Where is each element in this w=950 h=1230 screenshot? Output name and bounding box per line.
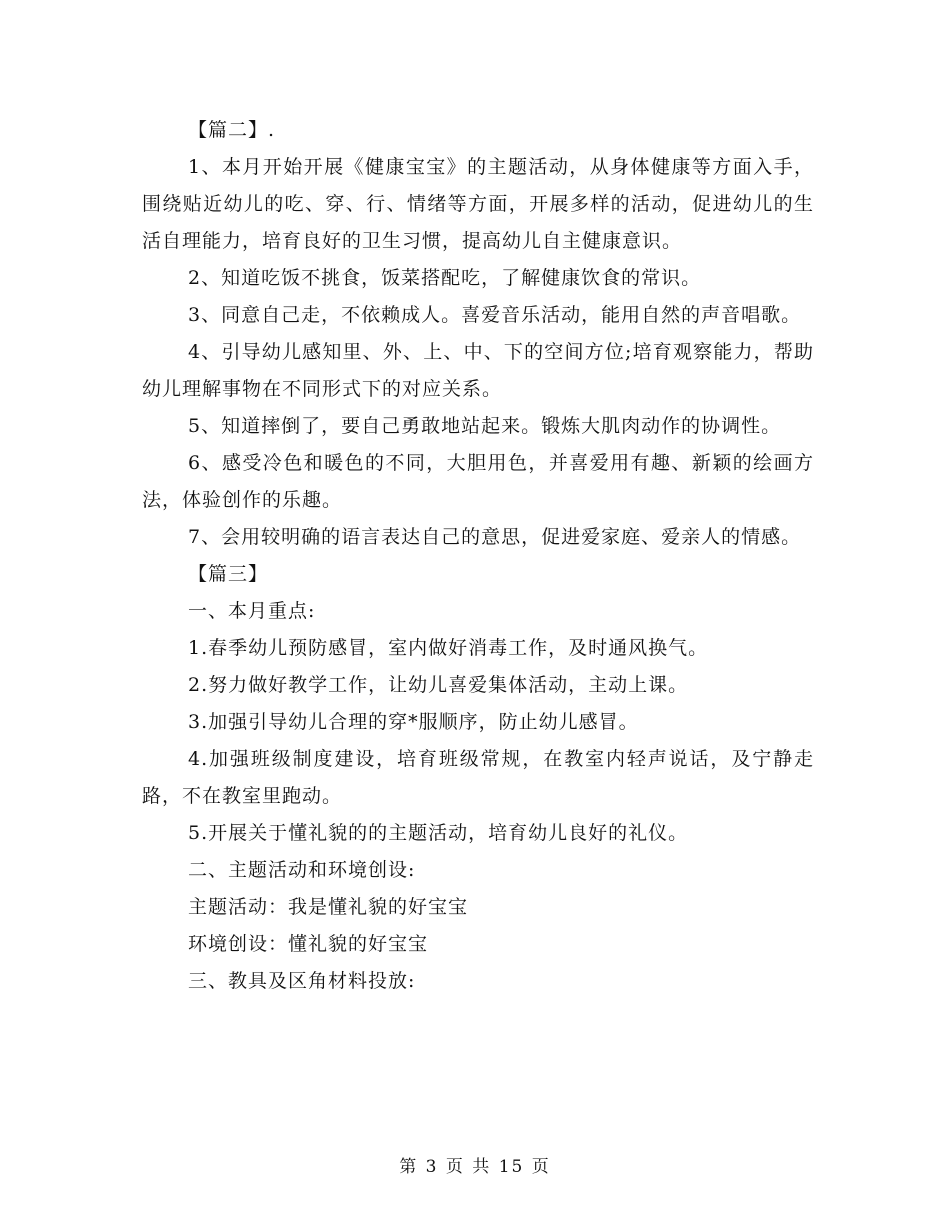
section-heading-part-three: 【篇三】 <box>188 563 269 585</box>
paragraph: 4、引导幼儿感知里、外、上、中、下的空间方位;培育观察能力，帮助幼儿理解事物在不同形式下的对应关系。 <box>142 341 814 400</box>
paragraph: 2、知道吃饭不挑食，饭菜搭配吃，了解健康饮食的常识。 <box>188 267 702 289</box>
list-item: 1.春季幼儿预防感冒，室内做好消毒工作，及时通风换气。 <box>188 637 709 659</box>
paragraph: 7、会用较明确的语言表达自己的意思，促进爱家庭、爱亲人的情感。 <box>188 526 802 548</box>
page-number-footer: 第 3 页 共 15 页 <box>399 1157 551 1177</box>
list-item: 5.开展关于懂礼貌的的主题活动，培育幼儿良好的礼仪。 <box>188 822 689 844</box>
paragraph: 1、本月开始开展《健康宝宝》的主题活动，从身体健康等方面入手，围绕贴近幼儿的吃、穿、行、情绪等方面，开展多样的活动，促进幼儿的生活自理能力，培育良好的卫生习惯，提高幼儿自主健康意识。 <box>142 156 814 252</box>
paragraph: 3、同意自己走，不依赖成人。喜爱音乐活动，能用自然的声音唱歌。 <box>188 304 802 326</box>
paragraph: 环境创设：懂礼貌的好宝宝 <box>188 933 429 955</box>
list-item: 4.加强班级制度建设，培育班级常规，在教室内轻声说话，及宁静走路，不在教室里跑动。 <box>142 748 814 807</box>
subheading: 二、主题活动和环境创设: <box>188 859 416 881</box>
subheading: 三、教具及区角材料投放: <box>188 970 416 992</box>
paragraph: 5、知道摔倒了，要自己勇敢地站起来。锻炼大肌肉动作的协调性。 <box>188 415 782 437</box>
subheading: 一、本月重点: <box>188 600 316 622</box>
list-item: 2.努力做好教学工作，让幼儿喜爱集体活动，主动上课。 <box>188 674 689 696</box>
list-item: 3.加强引导幼儿合理的穿*服顺序，防止幼儿感冒。 <box>188 711 639 733</box>
section-heading-part-two: 【篇二】. <box>188 119 276 141</box>
document-body <box>142 112 814 1000</box>
paragraph: 主题活动：我是懂礼貌的好宝宝 <box>188 896 469 918</box>
paragraph: 6、感受冷色和暖色的不同，大胆用色，并喜爱用有趣、新颖的绘画方法，体验创作的乐趣。 <box>142 452 814 511</box>
